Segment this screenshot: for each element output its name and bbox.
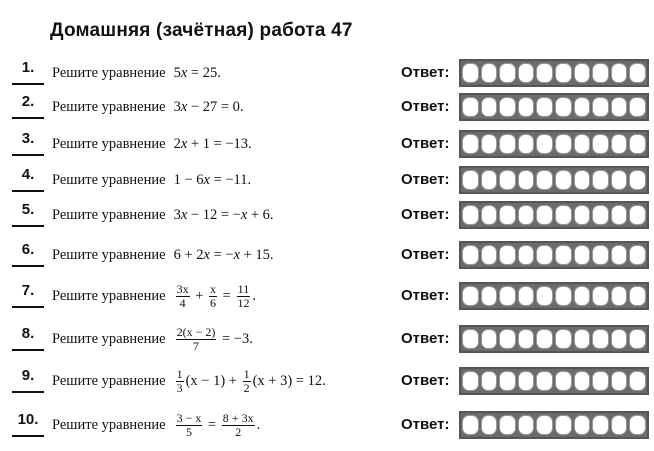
answer-boxes[interactable] bbox=[459, 367, 649, 395]
task-number: 2. bbox=[12, 89, 44, 119]
task-number: 7. bbox=[12, 278, 44, 308]
answer-cell[interactable] bbox=[536, 63, 553, 83]
task-row bbox=[0, 407, 654, 443]
task-row bbox=[0, 237, 654, 273]
answer-cell[interactable] bbox=[555, 205, 572, 225]
answer-cell[interactable] bbox=[592, 205, 609, 225]
equation: 1 − 6x = −11. bbox=[173, 171, 252, 188]
answer-cell[interactable] bbox=[574, 134, 591, 154]
task-lead: Решите уравнение bbox=[52, 287, 166, 304]
task-lead: Решите уравнение bbox=[52, 171, 166, 188]
answer-cell[interactable] bbox=[611, 170, 628, 190]
answer-cell[interactable] bbox=[629, 371, 646, 391]
answer-cell[interactable] bbox=[611, 245, 628, 265]
answer-cell[interactable] bbox=[629, 170, 646, 190]
answer-cell[interactable] bbox=[592, 97, 609, 117]
fraction: $\frac{3x}{4}$ bbox=[176, 281, 189, 310]
answer-cell[interactable] bbox=[518, 63, 535, 83]
task-row bbox=[0, 278, 654, 314]
task-number: 1. bbox=[12, 55, 44, 85]
answer-cell[interactable] bbox=[536, 415, 553, 435]
answer-label: Ответ: bbox=[401, 287, 450, 304]
answer-cell[interactable] bbox=[462, 286, 479, 306]
answer-cell[interactable] bbox=[629, 205, 646, 225]
answer-cell[interactable] bbox=[611, 329, 628, 349]
task-lead: Решите уравнение bbox=[52, 246, 166, 263]
task-row bbox=[0, 363, 654, 399]
equation: 3x − 27 = 0. bbox=[173, 98, 244, 115]
task-lead: Решите уравнение bbox=[52, 330, 166, 347]
answer-cell[interactable] bbox=[629, 97, 646, 117]
answer-cell[interactable] bbox=[611, 205, 628, 225]
answer-cell[interactable] bbox=[574, 170, 591, 190]
answer-cell[interactable] bbox=[462, 415, 479, 435]
answer-boxes[interactable] bbox=[459, 325, 649, 353]
task-statement bbox=[52, 237, 274, 273]
answer-cell[interactable] bbox=[592, 286, 609, 306]
task-statement bbox=[52, 321, 253, 357]
answer-cell[interactable] bbox=[574, 329, 591, 349]
task-number: 3. bbox=[12, 126, 44, 156]
answer-cell[interactable] bbox=[574, 415, 591, 435]
task-statement bbox=[52, 126, 252, 162]
answer-cell[interactable] bbox=[499, 286, 516, 306]
answer-label: Ответ: bbox=[401, 416, 450, 433]
answer-cell[interactable] bbox=[481, 286, 498, 306]
answer-cell[interactable] bbox=[536, 170, 553, 190]
answer-cell[interactable] bbox=[518, 205, 535, 225]
answer-cell[interactable] bbox=[499, 205, 516, 225]
fraction: $\frac{11}{12}$ bbox=[237, 281, 250, 310]
answer-cell[interactable] bbox=[518, 170, 535, 190]
equation: 3x − 12 = −x + 6. bbox=[173, 206, 274, 223]
answer-cell[interactable] bbox=[592, 371, 609, 391]
answer-cell[interactable] bbox=[481, 329, 498, 349]
fraction: $\frac{2(x - 2)}{7}$ bbox=[176, 324, 216, 353]
task-lead: Решите уравнение bbox=[52, 372, 166, 389]
task-lead: Решите уравнение bbox=[52, 135, 166, 152]
task-row bbox=[0, 55, 654, 91]
answer-cell[interactable] bbox=[555, 97, 572, 117]
task-statement bbox=[52, 363, 326, 399]
answer-cell[interactable] bbox=[536, 329, 553, 349]
answer-cell[interactable] bbox=[592, 245, 609, 265]
answer-cell[interactable] bbox=[574, 245, 591, 265]
answer-cell[interactable] bbox=[499, 63, 516, 83]
answer-cell[interactable] bbox=[499, 415, 516, 435]
task-lead: Решите уравнение bbox=[52, 64, 166, 81]
answer-cell[interactable] bbox=[574, 371, 591, 391]
answer-label: Ответ: bbox=[401, 246, 450, 263]
answer-cell[interactable] bbox=[481, 415, 498, 435]
answer-cell[interactable] bbox=[629, 286, 646, 306]
answer-cell[interactable] bbox=[555, 286, 572, 306]
answer-cell[interactable] bbox=[462, 329, 479, 349]
answer-cell[interactable] bbox=[518, 134, 535, 154]
fraction: $\frac{1}{3}$ bbox=[176, 366, 183, 395]
task-row bbox=[0, 126, 654, 162]
task-row bbox=[0, 89, 654, 125]
answer-cell[interactable] bbox=[536, 97, 553, 117]
answer-cell[interactable] bbox=[555, 170, 572, 190]
answer-cell[interactable] bbox=[481, 205, 498, 225]
answer-label: Ответ: bbox=[401, 372, 450, 389]
equation: 6 + 2x = −x + 15. bbox=[173, 246, 274, 263]
task-number: 9. bbox=[12, 363, 44, 393]
answer-cell[interactable] bbox=[462, 97, 479, 117]
task-number: 4. bbox=[12, 162, 44, 192]
answer-cell[interactable] bbox=[518, 371, 535, 391]
answer-cell[interactable] bbox=[611, 97, 628, 117]
answer-cell[interactable] bbox=[499, 170, 516, 190]
answer-cell[interactable] bbox=[592, 170, 609, 190]
equation: $\frac{2(x - 2)}{7}$ = −3. bbox=[176, 324, 253, 353]
equation: $\frac{3x}{4}$ + $\frac{x}{6}$ = $\frac{11}{12}$ . bbox=[176, 281, 257, 310]
answer-boxes[interactable] bbox=[459, 201, 649, 229]
equation: $\frac{3 - x}{5}$ = $\frac{8 + 3x}{2}$ . bbox=[176, 410, 261, 439]
answer-boxes[interactable] bbox=[459, 166, 649, 194]
answer-cell[interactable] bbox=[499, 245, 516, 265]
task-row bbox=[0, 162, 654, 198]
answer-cell[interactable] bbox=[518, 286, 535, 306]
answer-cell[interactable] bbox=[574, 63, 591, 83]
answer-cell[interactable] bbox=[611, 371, 628, 391]
answer-boxes[interactable] bbox=[459, 130, 649, 158]
answer-cell[interactable] bbox=[481, 245, 498, 265]
answer-cell[interactable] bbox=[574, 97, 591, 117]
fraction: $\frac{x}{6}$ bbox=[210, 281, 217, 310]
answer-cell[interactable] bbox=[555, 415, 572, 435]
answer-cell[interactable] bbox=[611, 134, 628, 154]
answer-cell[interactable] bbox=[629, 245, 646, 265]
answer-cell[interactable] bbox=[611, 415, 628, 435]
answer-cell[interactable] bbox=[629, 134, 646, 154]
answer-cell[interactable] bbox=[518, 97, 535, 117]
answer-cell[interactable] bbox=[481, 97, 498, 117]
task-statement bbox=[52, 89, 244, 125]
answer-cell[interactable] bbox=[462, 170, 479, 190]
answer-cell[interactable] bbox=[499, 329, 516, 349]
answer-cell[interactable] bbox=[481, 170, 498, 190]
answer-cell[interactable] bbox=[536, 205, 553, 225]
answer-boxes[interactable] bbox=[459, 241, 649, 269]
answer-cell[interactable] bbox=[592, 329, 609, 349]
answer-cell[interactable] bbox=[555, 63, 572, 83]
task-statement bbox=[52, 278, 256, 314]
task-statement bbox=[52, 162, 251, 198]
answer-cell[interactable] bbox=[481, 371, 498, 391]
answer-boxes[interactable] bbox=[459, 282, 649, 310]
task-lead: Решите уравнение bbox=[52, 416, 166, 433]
answer-cell[interactable] bbox=[536, 371, 553, 391]
task-number: 6. bbox=[12, 237, 44, 267]
answer-label: Ответ: bbox=[401, 171, 450, 188]
task-number: 5. bbox=[12, 197, 44, 227]
answer-label: Ответ: bbox=[401, 64, 450, 81]
answer-cell[interactable] bbox=[629, 415, 646, 435]
page-title: Домашняя (зачётная) работа 47 bbox=[50, 20, 353, 41]
answer-cell[interactable] bbox=[555, 245, 572, 265]
answer-boxes[interactable] bbox=[459, 411, 649, 439]
answer-cell[interactable] bbox=[462, 245, 479, 265]
task-lead: Решите уравнение bbox=[52, 98, 166, 115]
answer-cell[interactable] bbox=[536, 134, 553, 154]
answer-cell[interactable] bbox=[462, 371, 479, 391]
answer-label: Ответ: bbox=[401, 135, 450, 152]
answer-cell[interactable] bbox=[592, 415, 609, 435]
task-row bbox=[0, 197, 654, 233]
fraction: $\frac{1}{2}$ bbox=[243, 366, 250, 395]
fraction: $\frac{8 + 3x}{2}$ bbox=[222, 410, 254, 439]
answer-cell[interactable] bbox=[518, 329, 535, 349]
answer-cell[interactable] bbox=[499, 371, 516, 391]
fraction: $\frac{3 - x}{5}$ bbox=[176, 410, 202, 439]
equation: $\frac{1}{3}$ (x − 1) + $\frac{1}{2}$ (x + 3) = 12. bbox=[176, 366, 326, 395]
answer-label: Ответ: bbox=[401, 206, 450, 223]
answer-cell[interactable] bbox=[555, 329, 572, 349]
answer-cell[interactable] bbox=[629, 63, 646, 83]
answer-cell[interactable] bbox=[611, 286, 628, 306]
answer-cell[interactable] bbox=[499, 97, 516, 117]
answer-cell[interactable] bbox=[462, 63, 479, 83]
answer-cell[interactable] bbox=[611, 63, 628, 83]
answer-cell[interactable] bbox=[518, 245, 535, 265]
answer-cell[interactable] bbox=[555, 134, 572, 154]
answer-cell[interactable] bbox=[499, 134, 516, 154]
answer-cell[interactable] bbox=[574, 286, 591, 306]
task-statement bbox=[52, 55, 221, 91]
answer-cell[interactable] bbox=[462, 134, 479, 154]
answer-cell[interactable] bbox=[536, 245, 553, 265]
answer-label: Ответ: bbox=[401, 330, 450, 347]
equation: 2x + 1 = −13. bbox=[173, 135, 252, 152]
answer-cell[interactable] bbox=[555, 371, 572, 391]
answer-cell[interactable] bbox=[518, 415, 535, 435]
task-lead: Решите уравнение bbox=[52, 206, 166, 223]
answer-boxes[interactable] bbox=[459, 93, 649, 121]
answer-cell[interactable] bbox=[592, 134, 609, 154]
answer-boxes[interactable] bbox=[459, 59, 649, 87]
answer-cell[interactable] bbox=[462, 205, 479, 225]
task-row bbox=[0, 321, 654, 357]
answer-cell[interactable] bbox=[592, 63, 609, 83]
answer-cell[interactable] bbox=[481, 134, 498, 154]
answer-cell[interactable] bbox=[481, 63, 498, 83]
equation: 5x = 25. bbox=[173, 64, 221, 81]
task-statement bbox=[52, 197, 274, 233]
task-statement bbox=[52, 407, 260, 443]
task-number: 8. bbox=[12, 321, 44, 351]
task-number: 10. bbox=[12, 407, 44, 437]
answer-label: Ответ: bbox=[401, 98, 450, 115]
answer-cell[interactable] bbox=[536, 286, 553, 306]
answer-cell[interactable] bbox=[574, 205, 591, 225]
answer-cell[interactable] bbox=[629, 329, 646, 349]
